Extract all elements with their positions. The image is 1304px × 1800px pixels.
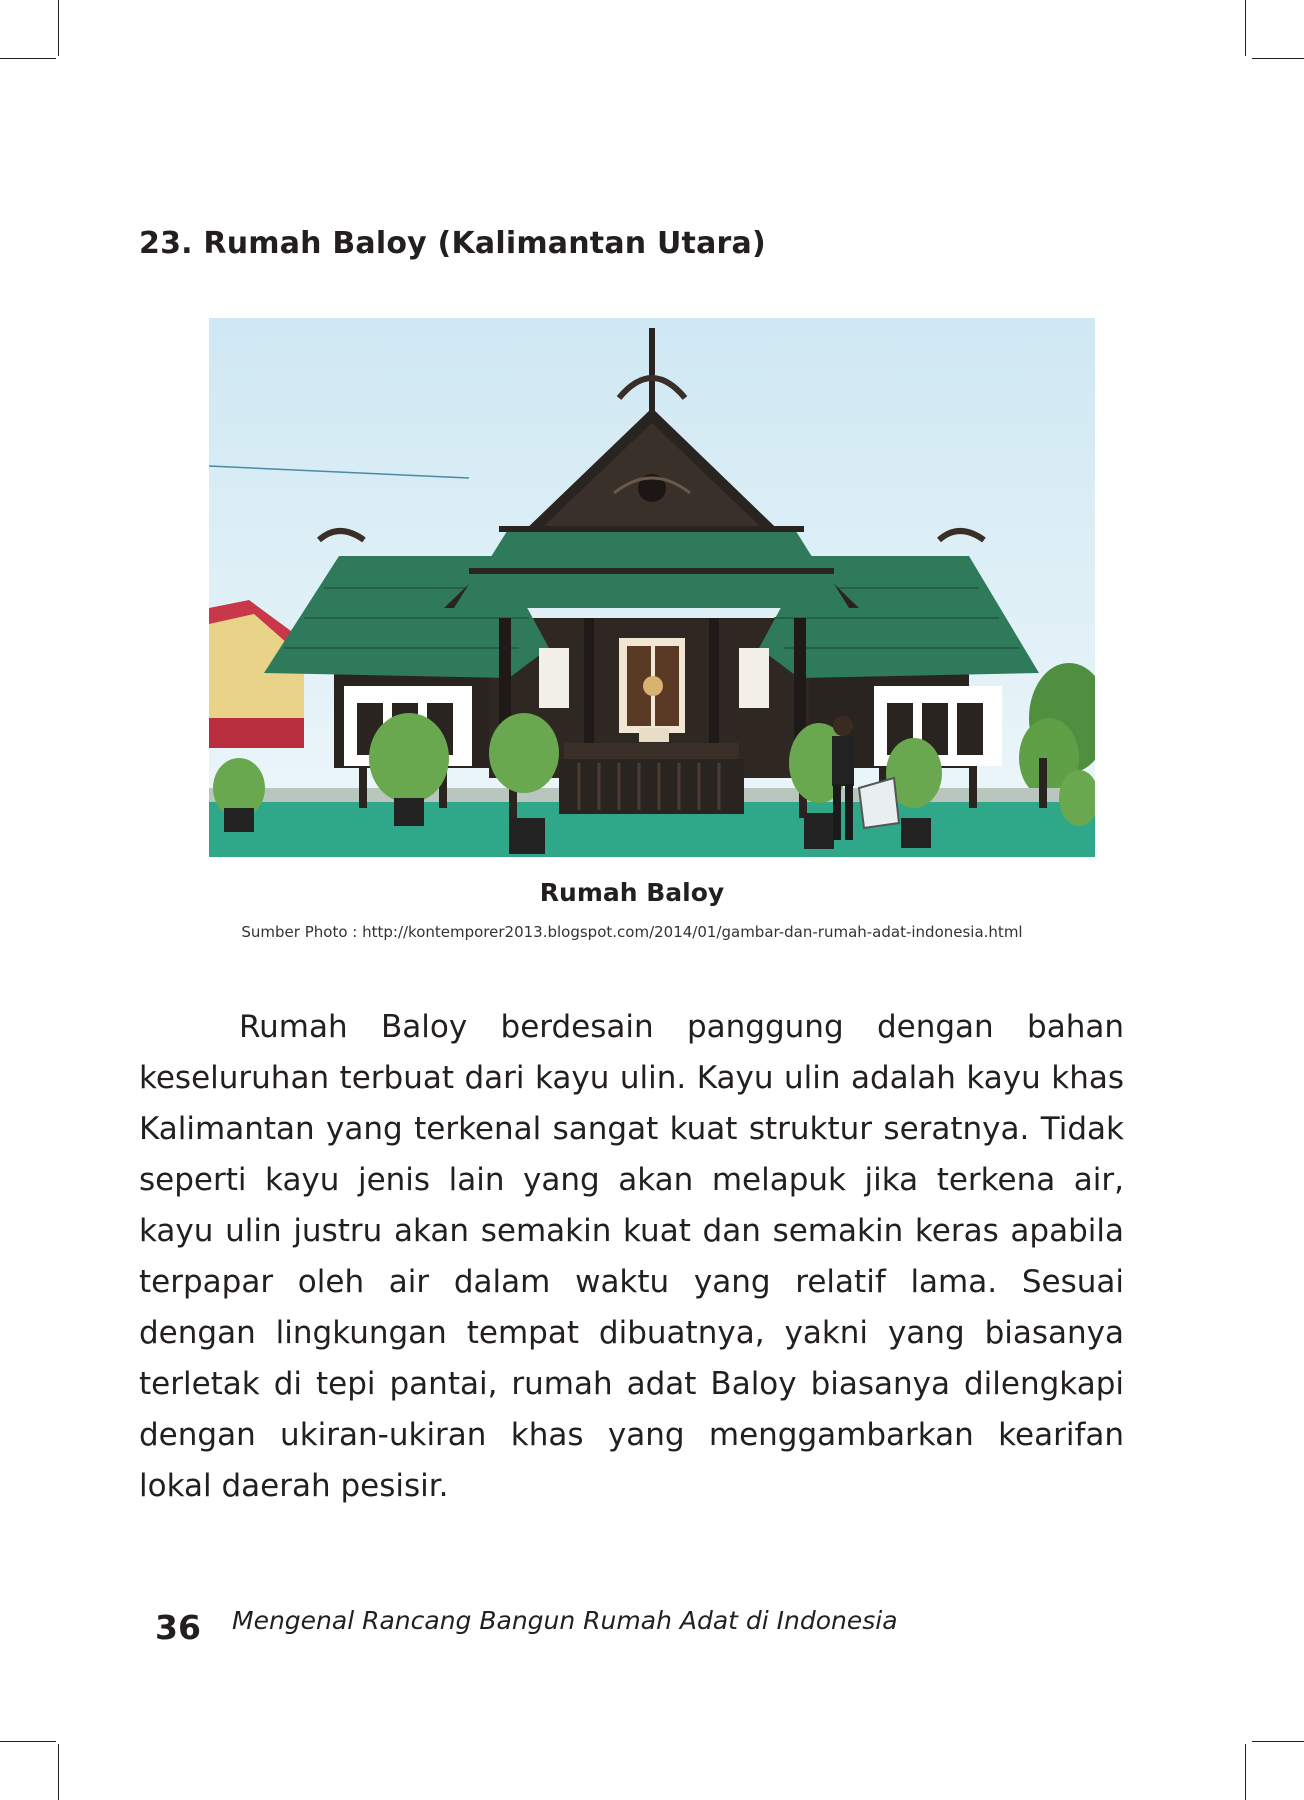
section-heading: 23. Rumah Baloy (Kalimantan Utara) — [139, 226, 766, 261]
running-title: Mengenal Rancang Bangun Rumah Adat di Indonesia — [232, 1606, 898, 1635]
crop-mark-bottom-right-vertical — [1245, 1744, 1246, 1800]
crop-mark-top-right-horizontal — [1252, 58, 1304, 59]
figure-source: Sumber Photo : http://kontemporer2013.blogspot.com/2014/01/gambar-dan-rumah-adat-indonesia.html — [241, 923, 1023, 941]
body-paragraph: Rumah Baloy berdesain panggung dengan bahan keseluruhan terbuat dari kayu ulin. Kayu ulin adalah kayu khas Kalimantan yang terkenal sangat kuat struktur seratnya. Tidak seperti kayu jenis lain yang akan melapuk jika terkena air, kayu ulin justru akan semakin kuat dan semakin keras apabila terpapar oleh air dalam waktu yang relatif lama. Sesuai dengan lingkungan tempat dibuatnya, yakni yang biasanya terletak di tepi pantai, rumah adat Baloy biasanya dilengkapi dengan ukiran-ukiran khas yang menggambarkan kearifan lokal daerah pesisir. — [139, 1009, 1124, 1504]
house-photo — [209, 318, 1095, 857]
crop-mark-top-left-horizontal — [0, 58, 56, 59]
crop-mark-bottom-left-horizontal — [0, 1741, 56, 1742]
crop-mark-bottom-right-horizontal — [1252, 1741, 1304, 1742]
crop-mark-top-left-vertical — [58, 0, 59, 56]
crop-mark-top-right-vertical — [1245, 0, 1246, 56]
crop-mark-bottom-left-vertical — [58, 1744, 59, 1800]
page-number: 36 — [155, 1608, 201, 1647]
figure-caption: Rumah Baloy — [539, 878, 725, 907]
